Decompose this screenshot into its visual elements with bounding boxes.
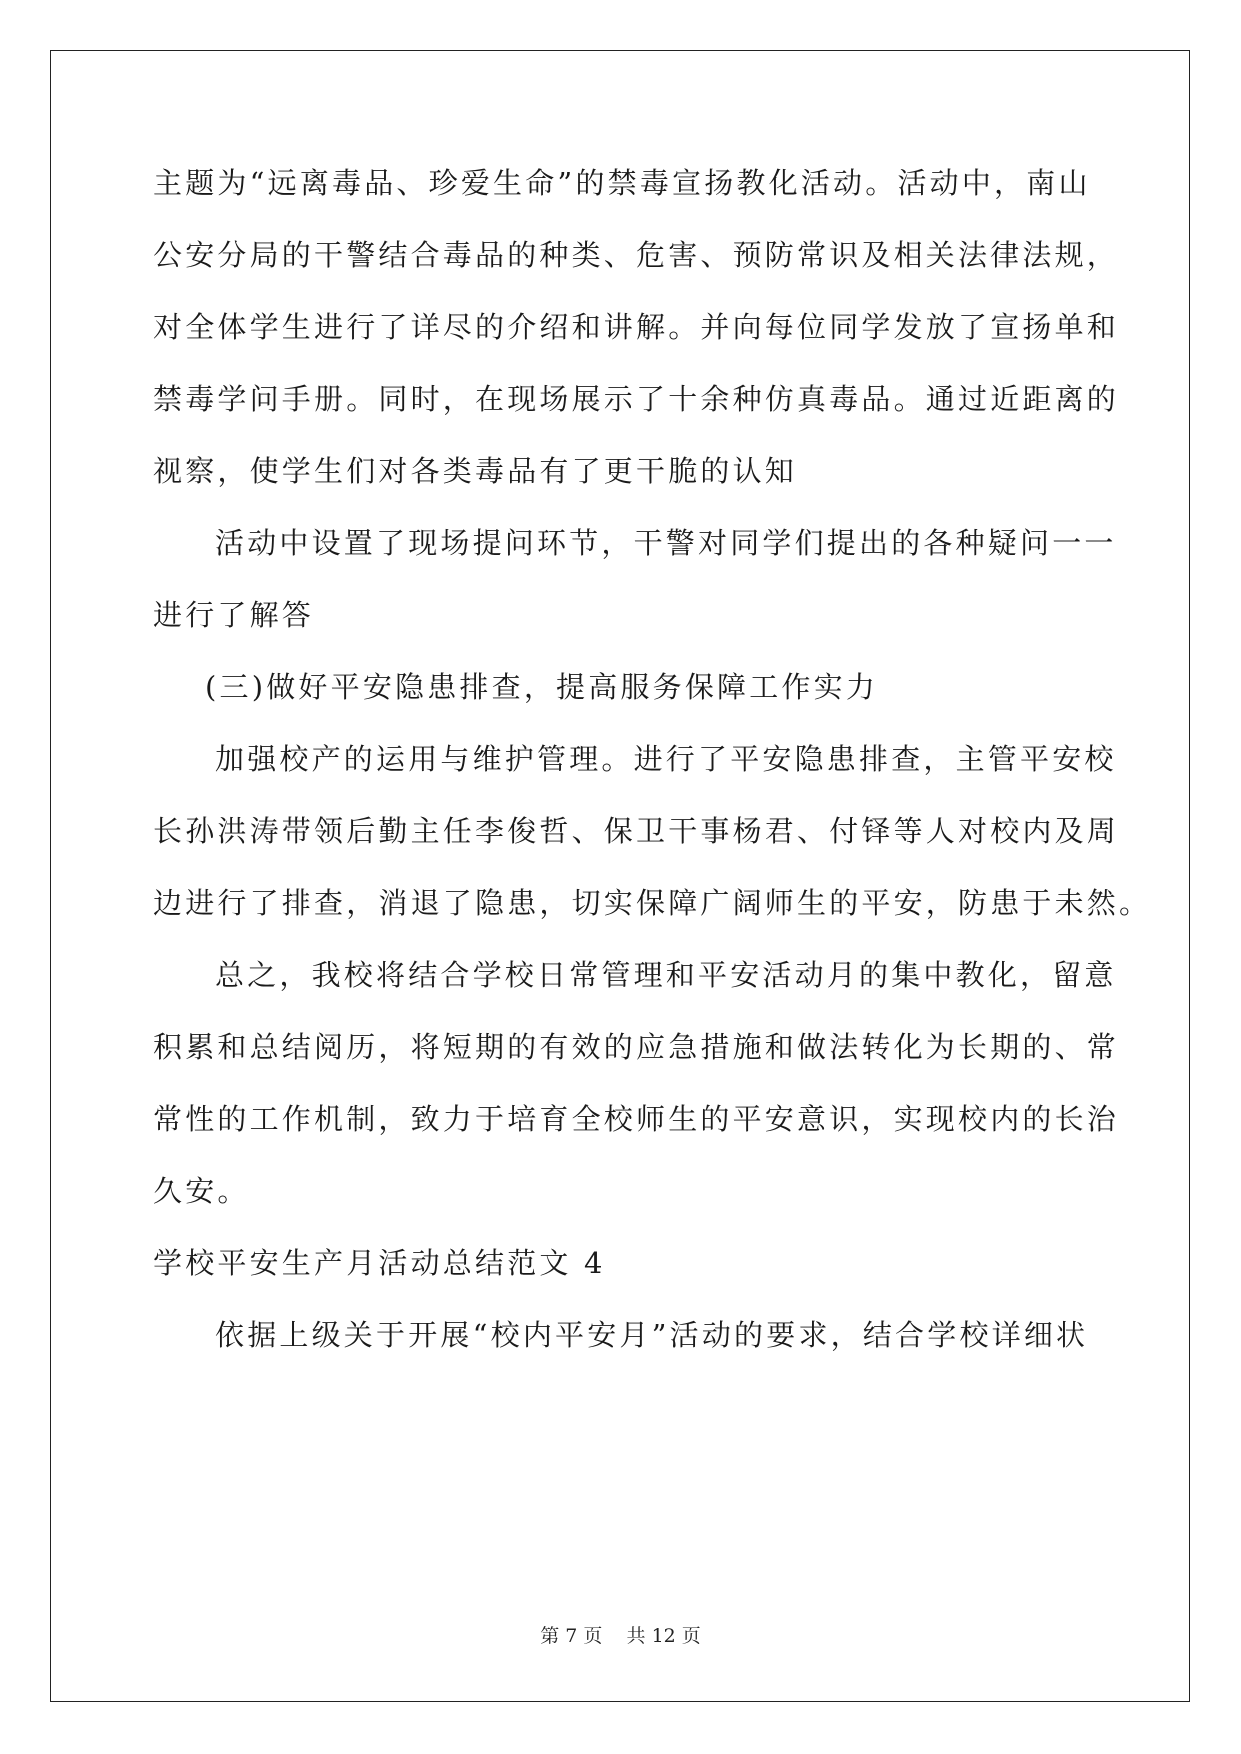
text-line: 边进行了排查，消退了隐患，切实保障广阔师生的平安，防患于未然。: [153, 886, 1152, 920]
section-heading: (三)做好平安隐患排查，提高服务保障工作实力: [205, 670, 879, 704]
text-line: 主题为“远离毒品、珍爱生命”的禁毒宣扬教化活动。活动中，南山: [153, 166, 1091, 200]
text-line: 禁毒学问手册。同时，在现场展示了十余种仿真毒品。通过近距离的: [153, 382, 1120, 416]
text-line: 长孙洪涛带领后勤主任李俊哲、保卫干事杨君、付铎等人对校内及周: [153, 814, 1120, 848]
paragraph-start-line: 加强校产的运用与维护管理。进行了平安隐患排查，主管平安校: [215, 742, 1117, 776]
text-line: 久安。: [153, 1174, 250, 1208]
text-line: 常性的工作机制，致力于培育全校师生的平安意识，实现校内的长治: [153, 1102, 1120, 1136]
text-line: 公安分局的干警结合毒品的种类、危害、预防常识及相关法律法规，: [153, 238, 1120, 272]
text-line: 视察，使学生们对各类毒品有了更干脆的认知: [153, 454, 798, 488]
page-number-footer: 第 7 页 共 12 页: [540, 1625, 701, 1647]
paragraph-start-line: 活动中设置了现场提问环节，干警对同学们提出的各种疑问一一: [215, 526, 1117, 560]
page-border: [50, 50, 1190, 1702]
text-line: 积累和总结阅历，将短期的有效的应急措施和做法转化为长期的、常: [153, 1030, 1120, 1064]
text-line: 对全体学生进行了详尽的介绍和讲解。并向每位同学发放了宣扬单和: [153, 310, 1120, 344]
text-line: 进行了解答: [153, 598, 315, 632]
article-title: 学校平安生产月活动总结范文 4: [153, 1246, 606, 1280]
paragraph-start-line: 总之，我校将结合学校日常管理和平安活动月的集中教化，留意: [215, 958, 1117, 992]
paragraph-start-line: 依据上级关于开展“校内平安月”活动的要求，结合学校详细状: [215, 1318, 1089, 1352]
